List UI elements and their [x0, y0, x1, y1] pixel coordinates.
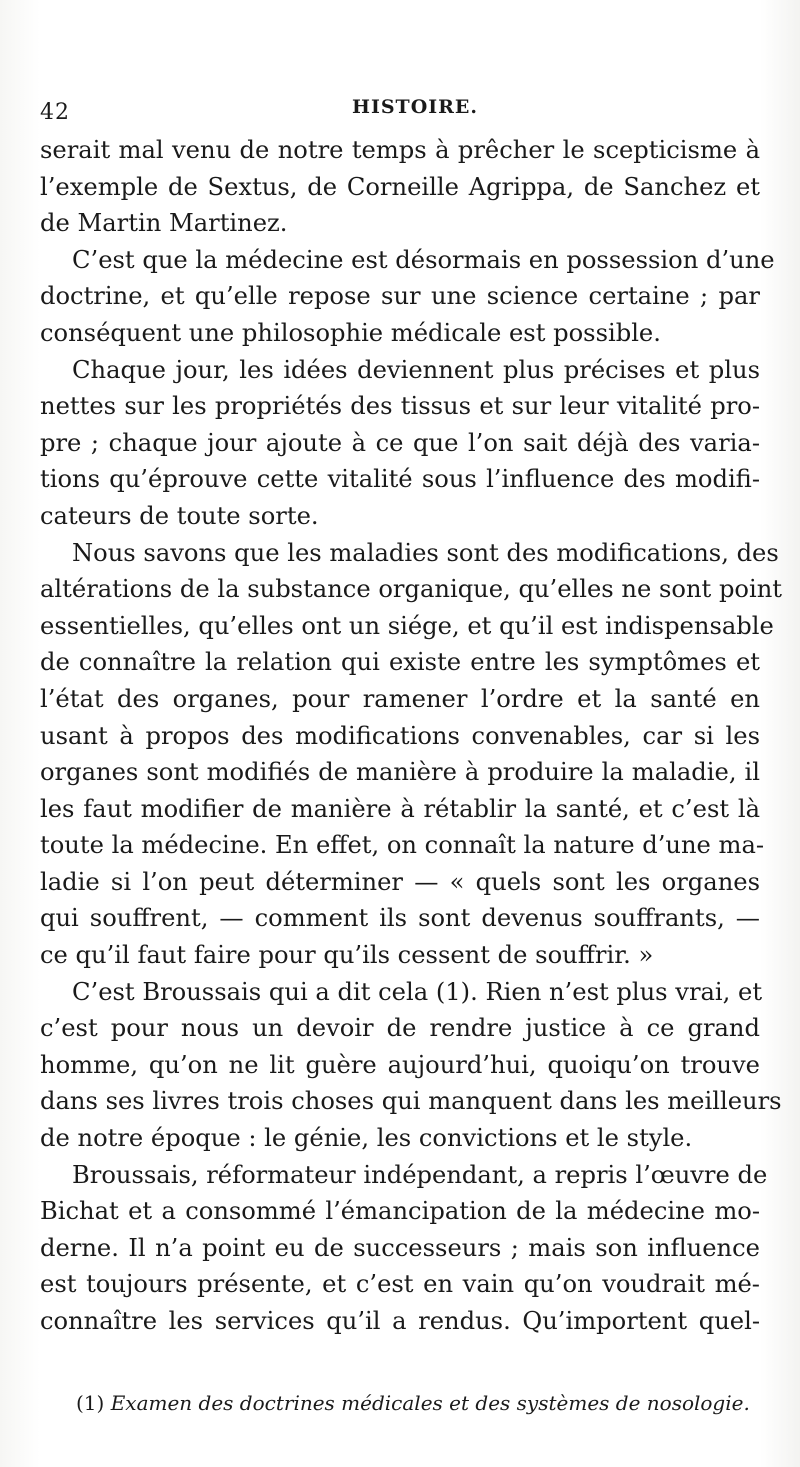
text-line: toute la médecine. En effet, on connaît la nature d’une ma- — [40, 831, 765, 860]
text-line: altérations de la substance organique, qu’elles ne sont point — [40, 575, 783, 604]
text-line: de connaître la relation qui existe entre les symptômes et — [40, 648, 760, 677]
text-line: tions qu’éprouve cette vitalité sous l’influence des modifi- — [40, 465, 760, 494]
text-line: nettes sur les propriétés des tissus et sur leur vitalité pro- — [40, 392, 760, 421]
text-line: homme, qu’on ne lit guère aujourd’hui, quoiqu’on trouve — [40, 1050, 760, 1079]
paragraph-start-line: C’est que la médecine est désormais en possession d’une — [72, 245, 775, 274]
text-line: Bichat et a consommé l’émancipation de la médecine mo- — [40, 1197, 760, 1226]
paragraph-start-line: Chaque jour, les idées deviennent plus précises et plus — [72, 355, 760, 384]
text-line: organes sont modifiés de manière à produire la maladie, il — [40, 758, 760, 787]
text-line: pre ; chaque jour ajoute à ce que l’on sait déjà des varia- — [40, 428, 760, 457]
text-line: est toujours présente, et c’est en vain qu’on voudrait mé- — [40, 1270, 760, 1299]
text-line: l’exemple de Sextus, de Corneille Agrippa, de Sanchez et — [40, 172, 760, 201]
footnote-marker: (1) — [76, 1391, 105, 1415]
text-line: cateurs de toute sorte. — [40, 501, 319, 530]
text-line: de notre époque : le génie, les convictions et le style. — [40, 1124, 693, 1153]
page-number: 42 — [40, 100, 70, 125]
body-text — [40, 132, 783, 1340]
text-line: qui souffrent, — comment ils sont devenus souffrants, — — [40, 904, 760, 933]
text-line: l’état des organes, pour ramener l’ordre et la santé en — [40, 684, 760, 713]
page-header — [40, 92, 760, 132]
text-line: serait mal venu de notre temps à prêcher le scepticisme à — [40, 136, 760, 164]
text-line: connaître les services qu’il a rendus. Qu’importent quel- — [40, 1307, 760, 1335]
text-line: derne. Il n’a point eu de successeurs ; mais son influence — [40, 1233, 760, 1262]
text-line: conséquent une philosophie médicale est possible. — [40, 318, 661, 347]
paragraph-start-line: Nous savons que les maladies sont des modifications, des — [72, 538, 779, 567]
running-head: HISTOIRE. — [352, 96, 479, 118]
text-line: usant à propos des modifications convenables, car si les — [40, 721, 760, 750]
footnote-text: Examen des doctrines médicales et des systèmes de nosologie. — [110, 1391, 750, 1415]
text-line: ce qu’il faut faire pour qu’ils cessent de souffrir. » — [40, 941, 654, 970]
text-line: c’est pour nous un devoir de rendre justice à ce grand — [40, 1014, 760, 1043]
text-line: doctrine, et qu’elle repose sur une science certaine ; par — [40, 282, 760, 311]
text-line: les faut modifier de manière à rétablir la santé, et c’est là — [40, 794, 760, 823]
text-line: essentielles, qu’elles ont un siége, et qu’il est indispensable — [40, 611, 774, 640]
text-line: dans ses livres trois choses qui manquent dans les meilleurs — [40, 1087, 782, 1116]
paragraph-start-line: Broussais, réformateur indépendant, a repris l’œuvre de — [72, 1160, 768, 1189]
text-line: de Martin Martinez. — [40, 209, 288, 238]
paragraph-start-line: C’est Broussais qui a dit cela (1). Rien n’est plus vrai, et — [72, 977, 763, 1006]
footnote — [76, 1388, 766, 1418]
text-line: ladie si l’on peut déterminer — « quels sont les organes — [40, 867, 760, 896]
